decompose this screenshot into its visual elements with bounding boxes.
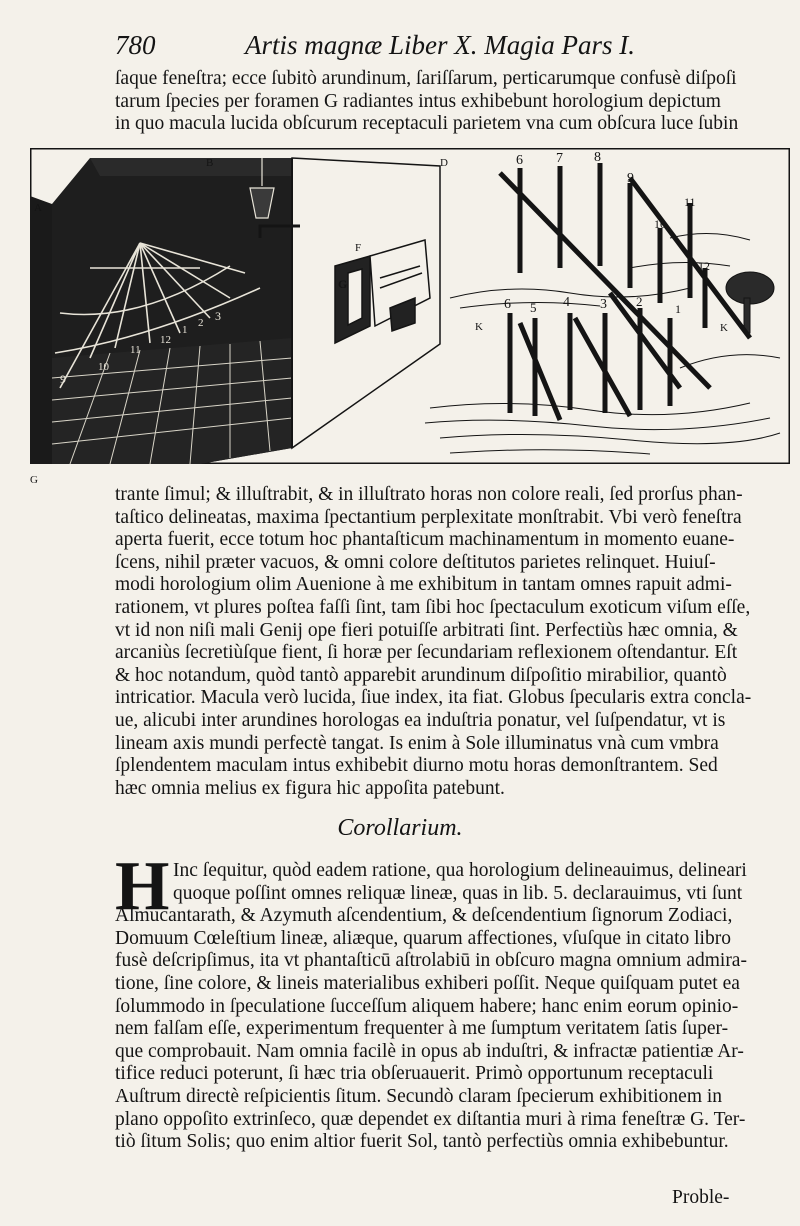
pole-hour-label: 2 (636, 294, 643, 309)
dial-hour-label: 2 (198, 317, 204, 329)
text-line: ſplendentem maculam intus exhibebit diurno motu horas demonſtrantem. Sed (115, 755, 718, 777)
section-title: Corollarium. (337, 815, 463, 841)
text-line: intricatior. Macula verò lucida, ſiue index, ita fiat. Globus ſpecularis extra concla- (115, 687, 752, 709)
text-line: modi horologium olim Auenione à me exhibitum in tantam omnes rapuit admi- (115, 574, 732, 596)
page-number: 780 (115, 30, 156, 60)
text-line: hæc omnia melius ex figura hic appoſita patebunt. (115, 777, 505, 799)
pole-hour-label: 10 (654, 217, 666, 231)
figure-label: F (355, 242, 362, 254)
text-line: ſolummodo in ſpeculatione ſucceſſum aliquem habere; hanc enim eorum opinio- (115, 995, 739, 1017)
text-line: tifice reduci poterunt, ſi hæc tria obſeruauerit. Primò opportunum receptaculi (115, 1063, 714, 1085)
pole-hour-label: 11 (684, 195, 696, 209)
text-line: tarum ſpecies per foramen G radiantes intus exhibebunt horologium depictum (115, 90, 721, 112)
text-line: plano oppoſito extrinſeco, quæ dependet ex diſtantia muri à rima feneſtræ G. Ter- (115, 1108, 746, 1130)
dial-hour-label: 10 (98, 361, 109, 373)
pole-hour-label: 3 (600, 297, 607, 312)
text-line: Auſtrum directè reſpicientis ſitum. Secundò claram ſpecierum exhibitionem in (115, 1085, 723, 1107)
chamber-floor-grid (52, 338, 292, 464)
dial-hour-label: 1 (182, 324, 188, 336)
text-line: in quo macula lucida obſcurum receptaculi parietem vna cum obſcura luce ſubin (115, 113, 739, 135)
figure-label: B (206, 157, 214, 169)
text-line: Domuum Cœleſtium lineæ, aliæque, quarum affectiones, vſuſque in citato libro (115, 927, 731, 949)
figure-label: G (338, 277, 348, 291)
figure-label: K (475, 321, 483, 333)
text-line: nem falſam eſſe, experimentum frequenter à me ſumptum veritatem ſatis ſuper- (115, 1018, 729, 1040)
text-line: trante ſimul; & illuſtrabit, & in illuſtrato horas non colore reali, ſed prorſus phan- (115, 484, 743, 505)
pole-hour-label: 4 (563, 295, 570, 310)
dial-hour-label: 9 (60, 372, 66, 386)
running-header (115, 30, 755, 66)
text-line: arcaniùs ſecretiùſque fient, ſi horæ per ſecundariam reflexionem oſtendantur. Eſt (115, 642, 738, 664)
pole-hour-label: 9 (627, 171, 634, 186)
pole-hour-label: 6 (504, 297, 511, 312)
pole-hour-label: 8 (594, 150, 601, 165)
pole-hour-label: 6 (516, 153, 523, 168)
top-paragraph (115, 68, 765, 136)
pole-hour-label: 7 (556, 151, 563, 166)
figure-label: A (34, 202, 42, 214)
landscape-tree (726, 272, 774, 333)
drop-cap: H (115, 848, 170, 925)
text-line: que comprobauit. Nam omnia facilè in opus ab induſtri, & infractæ patientiæ Ar- (115, 1040, 744, 1062)
dial-hour-label: 3 (215, 309, 221, 323)
text-line: Inc ſequitur, quòd eadem ratione, qua horologium delineauimus, delineari (173, 860, 747, 881)
dial-hour-label: 12 (160, 334, 171, 346)
running-title: Artis magnæ Liber X. Magia Pars I. (245, 30, 636, 60)
text-line: rationem, vt plures poſtea faſſi ſint, tam ſibi hoc ſpectaculum exoticum viſum eſſe, (115, 596, 751, 618)
text-line: ſaque feneſtra; ecce ſubitò arundinum, ſariſſarum, perticarumque confusè diſpoſi (115, 68, 737, 89)
text-line: tiò ſitum Solis; quo enim altior fuerit Sol, tantò perfectiùs omnia exhibebuntur. (115, 1131, 729, 1153)
figure-engraving (30, 148, 790, 464)
chamber-left-wall (30, 196, 52, 464)
pole-hour-label: 5 (530, 300, 537, 315)
text-line: ſcens, nihil præter vacuos, & omni colore deſtitutos parietes relinquet. Huiuſ- (115, 551, 716, 573)
text-line: ue, alicubi inter arundines horologas ea induſtria ponatur, vel ſuſpendatur, vt is (115, 709, 726, 731)
figure-corner-label: G (30, 474, 38, 486)
pole-hour-label: 1 (675, 302, 681, 316)
text-line: quoque poſſint omnes reliquæ lineæ, quas in lib. 5. declarauimus, vti ſunt (173, 882, 743, 904)
pole-hour-label: 12 (698, 259, 710, 273)
text-line: fusè deſcripſimus, ita vt phantaſticū aſtrolabiū in obſcuro magna omnium admira- (115, 950, 747, 972)
dial-hour-label: 11 (130, 344, 141, 356)
sundial-camera-obscura-figure (30, 148, 790, 464)
figure-label: K (720, 322, 728, 334)
corollary-paragraph (115, 860, 765, 1154)
text-line: vt id non niſi mali Genij ope fieri potuiſſe arbitrati ſint. Perfectiùs hæc omnia, & (115, 619, 738, 641)
text-line: taſtico delineatas, maxima ſpectantium perplexitate monſtrabit. Vbi verò feneſtra (115, 506, 742, 528)
text-line: Almucantarath, & Azymuth aſcendentium, & deſcendentium ſignorum Zodiaci, (115, 905, 733, 927)
figure-label: D (440, 157, 448, 169)
middle-paragraph (115, 484, 765, 800)
catchword: Proble- (672, 1187, 730, 1208)
text-line: tione, ſine colore, & lineis materialibus exhiberi poſſit. Neque quiſquam putet ea (115, 972, 740, 994)
text-line: & hoc notandum, quòd tantò apparebit arundinum diſpoſitio mirabilior, quantò (115, 664, 727, 686)
text-line: lineam axis mundi perfectè tangat. Is enim à Sole illuminatus vnà cum vmbra (115, 732, 719, 754)
text-line: aperta fuerit, ecce totum hoc phantaſticum machinamentum in momento euane- (115, 529, 735, 551)
